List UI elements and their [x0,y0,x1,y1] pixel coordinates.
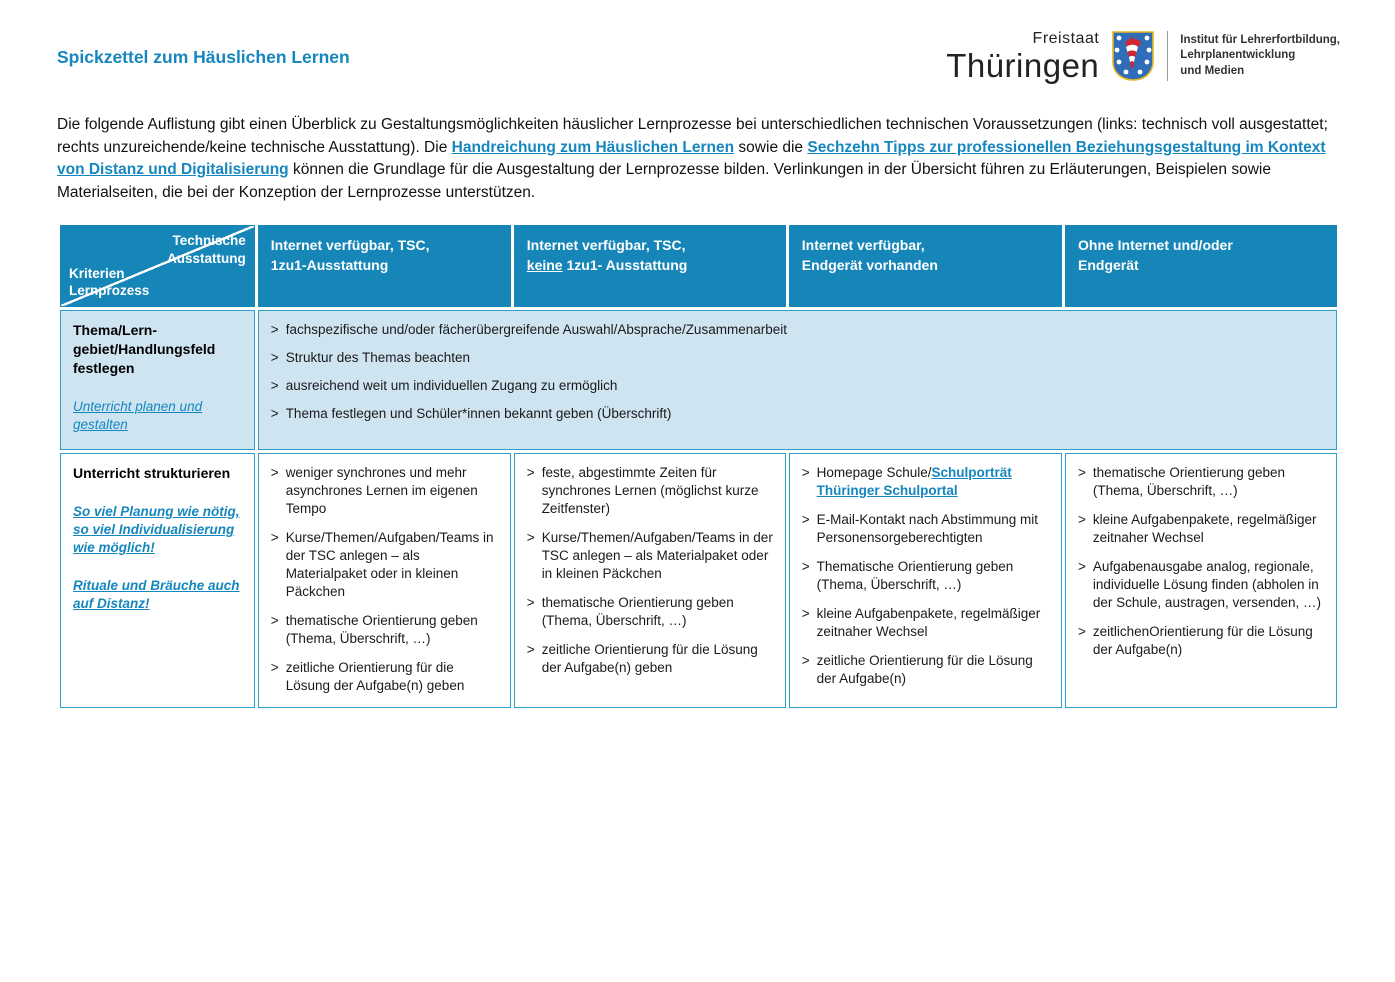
cell-tsc-1zu1 [258,453,511,708]
thueringen-coat-of-arms-icon [1111,30,1155,82]
column-header-internet-tsc-keine-1zu1: Internet verfügbar, TSC, keine 1zu1- Ausstattung [514,225,786,307]
table-header-row [60,225,1337,307]
page-title: Spickzettel zum Häuslichen Lernen [57,47,350,67]
cell-tsc-keine-1zu1 [514,453,786,708]
list-item: > kleine Aufgabenpakete, regelmäßiger zeitnaher Wechsel [801,606,1041,639]
link-sechzehn-tipps[interactable]: Sechzehn Tipps zur professionellen Beziehungsgestaltung im Kontext von Distanz und Digitalisierung [57,138,1326,178]
list-item: > Aufgabenausgabe analog, regionale, individuelle Lösung finden (abholen in der Schule, austragen, versenden, …) [1078,559,1322,610]
link-handreichung[interactable]: Handreichung zum Häuslichen Lernen [451,138,735,156]
cell-internet-endgeraet [789,453,1062,708]
column-header-internet-endgeraet: Internet verfügbar, Endgerät vorhanden [789,225,1062,307]
list-item: > zeitliche Orientierung für die Lösung der Aufgabe(n) geben [526,642,758,675]
row-thema-festlegen [60,310,1337,450]
link-unterricht-planen[interactable]: Unterricht planen und gestalten [73,399,203,432]
column-header-internet-tsc-1zu1: Internet verfügbar, TSC, 1zu1-Ausstattung [258,225,511,307]
list-item: > fachspezifische und/oder fächerübergreifende Auswahl/Absprache/Zusammenarbeit [270,322,787,337]
corner-header-cell [60,225,255,307]
list-item: > kleine Aufgabenpakete, regelmäßiger zeitnaher Wechsel [1078,512,1317,545]
list-item: > E-Mail-Kontakt nach Abstimmung mit Personensorgeberechtigten [801,512,1038,545]
logo-wordmark [946,31,1099,82]
list-item: > Struktur des Themas beachten [270,350,471,365]
list-item: > Kurse/Themen/Aufgaben/Teams in der TSC anlegen – als Materialpaket oder in kleinen Päckchen [526,530,773,581]
list-item: > feste, abgestimmte Zeiten für synchrones Lernen (möglichst kurze Zeitfenster) [526,465,759,516]
list-item: > zeitliche Orientierung für die Lösung der Aufgabe(n) [801,653,1033,686]
criteria-cell-strukturieren [60,453,255,708]
link-schulportraet-schulportal[interactable]: Schulporträt Thüringer Schulportal [816,465,1012,498]
logo-thueringen-text: Thüringen [946,46,1100,84]
learning-matrix-table [57,222,1340,711]
intro-text-3: können die Grundlage für die Ausgestaltung der Lernprozesse bilden. Verlinkungen in der Übersicht führen zu Erläuterungen, Beispielen sowie Materialseiten, die bei der Konzeption der Lernprozesse unterstützen. [57,161,1271,201]
criteria-title: Thema/Lern-gebiet/Handlungsfeld festlegen [73,322,216,376]
list-item: > zeitlichenOrientierung für die Lösung der Aufgabe(n) [1078,624,1313,657]
list-item: > weniger synchrones und mehr asynchrones Lernen im eigenen Tempo [270,465,478,516]
header-bar [57,30,1340,82]
list-item: > Thema festlegen und Schüler*innen bekannt geben (Überschrift) [270,406,672,421]
homepage-schule-text: Homepage Schule/ [816,465,932,480]
list-item: > Thematische Orientierung geben (Thema, Überschrift, …) [801,559,1014,592]
corner-label-technische-ausstattung: Technische Ausstattung [167,233,246,266]
list-item: > thematische Orientierung geben (Thema, Überschrift, …) [1078,465,1286,498]
corner-label-kriterien-lernprozess: Kriterien Lernprozess [69,265,150,299]
criteria-title: Unterricht strukturieren [73,465,231,481]
link-rituale-braeuche[interactable]: Rituale und Bräuche auch auf Distanz! [73,578,240,611]
logo-freistaat-text: Freistaat [1032,29,1100,47]
list-item: > Homepage Schule/Schulporträt Thüringer Schulportal [801,465,1012,498]
column-header-ohne-internet: Ohne Internet und/oder Endgerät [1065,225,1337,307]
institute-name: Institut für Lehrerfortbildung, Lehrplanentwicklung und Medien [1180,33,1340,77]
list-item: > zeitliche Orientierung für die Lösung der Aufgabe(n) geben [270,660,465,693]
cell-ohne-internet [1065,453,1337,708]
row-unterricht-strukturieren [60,453,1337,708]
list-item: > ausreichend weit um individuellen Zugang zu ermöglich [270,378,618,393]
intro-paragraph [57,114,1340,204]
list-item: > thematische Orientierung geben (Thema, Überschrift, …) [270,613,478,646]
list-item: > thematische Orientierung geben (Thema, Überschrift, …) [526,595,734,628]
criteria-cell-thema [60,310,255,450]
link-so-viel-planung[interactable]: So viel Planung wie nötig, so viel Individualisierung wie möglich! [73,504,240,555]
list-item: > Kurse/Themen/Aufgaben/Teams in der TSC anlegen – als Materialpaket oder in kleinen Päckchen [270,530,494,599]
intro-text-1: Die folgende Auflistung gibt einen Überblick zu Gestaltungsmöglichkeiten häuslicher Lernprozesse bei unterschiedlichen technischen Voraussetzungen (links: technisch voll ausgestattet; rechts unzureichende/keine technische Ausstattung). Die [57,116,1328,156]
merged-cell-thema [258,310,1337,450]
logo-divider [1167,31,1168,81]
intro-text-2: sowie die [734,138,808,156]
thueringen-logo [946,30,1340,82]
